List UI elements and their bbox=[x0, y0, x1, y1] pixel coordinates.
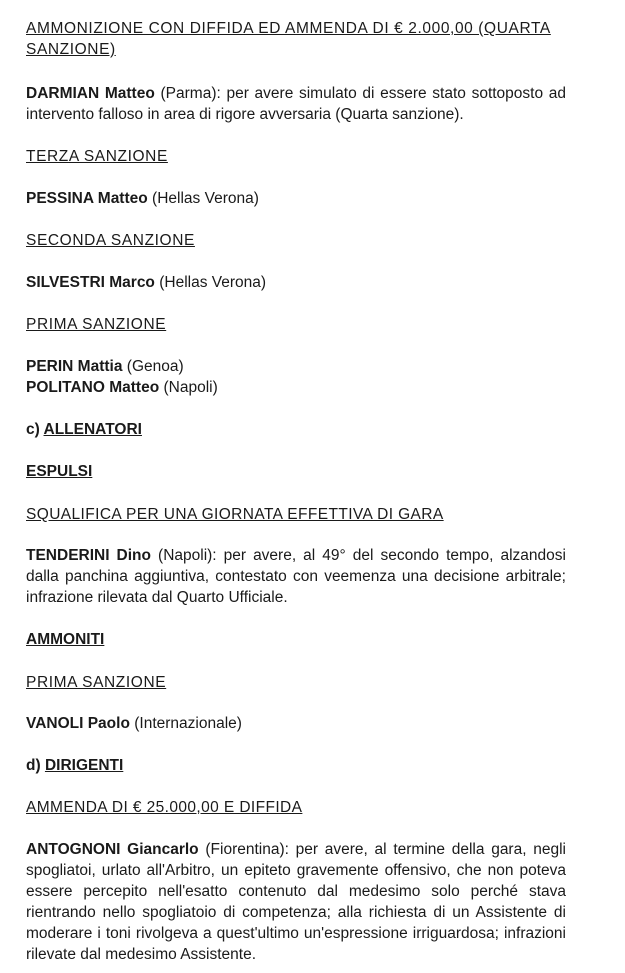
heading-terza-sanzione: TERZA SANZIONE bbox=[26, 148, 168, 165]
player-name: SILVESTRI Marco bbox=[26, 274, 155, 291]
player-name: PESSINA Matteo bbox=[26, 190, 148, 207]
entry-tenderini bbox=[26, 545, 566, 608]
club-name: (Hellas Verona) bbox=[152, 190, 259, 207]
entry-pessina bbox=[26, 188, 566, 209]
entry-perin bbox=[26, 356, 566, 377]
section-prefix: c) bbox=[26, 421, 44, 438]
entry-text: : per avere, al 49° del secondo tempo, alzandosi dalla panchina aggiuntiva, contestato con veemenza una decisione arbitrale; infrazione rilevata dal Quarto Ufficiale. bbox=[26, 547, 566, 606]
entry-text: : per avere, al termine della gara, negli spogliatoi, urlato all'Arbitro, un epiteto gravemente offensivo, che non poteva essere percepito nell'esatto contenuto dal medesimo solo perché stava rientrando nello spogliatoio di competenza; alla richiesta di un Assistente di moderare i toni rivolgeva a quest'ultimo un'espressione irriguardosa; infrazioni rilevate dal medesimo Assistente. bbox=[26, 841, 566, 963]
club-name: (Genoa) bbox=[126, 358, 184, 375]
club-name: (Parma) bbox=[160, 85, 217, 102]
club-name: (Napoli) bbox=[163, 379, 218, 396]
entry-politano bbox=[26, 377, 566, 398]
heading-prima-sanzione: PRIMA SANZIONE bbox=[26, 316, 167, 333]
heading-ammoniti: AMMONITI bbox=[26, 631, 105, 648]
section-c-allenatori bbox=[26, 419, 566, 440]
club-name: (Hellas Verona) bbox=[159, 274, 267, 291]
section-prefix: d) bbox=[26, 757, 45, 774]
entry-text: : per avere simulato di essere stato sottoposto ad intervento falloso in area di rigore avversaria (Quarta sanzione). bbox=[26, 85, 567, 123]
heading-squalifica: SQUALIFICA PER UNA GIORNATA EFFETTIVA DI GARA bbox=[26, 506, 444, 523]
section-title: DIRIGENTI bbox=[44, 757, 124, 774]
coach-name: VANOLI Paolo bbox=[26, 715, 130, 732]
heading-prima-sanzione-2: PRIMA SANZIONE bbox=[26, 674, 167, 691]
entry-antognoni bbox=[26, 839, 566, 965]
club-name: (Internazionale) bbox=[134, 715, 242, 732]
coach-name: TENDERINI Dino bbox=[26, 547, 151, 564]
heading-espulsi: ESPULSI bbox=[26, 463, 93, 480]
section-d-dirigenti bbox=[26, 755, 566, 776]
club-name: (Fiorentina) bbox=[205, 841, 285, 858]
entry-vanoli bbox=[26, 713, 566, 734]
heading-quarta-sanzione: AMMONIZIONE CON DIFFIDA ED AMMENDA DI € 2.000,00 (QUARTA SANZIONE) bbox=[26, 20, 551, 58]
player-name: POLITANO Matteo bbox=[26, 379, 160, 396]
entry-darmian bbox=[26, 83, 566, 125]
player-name: PERIN Mattia bbox=[26, 358, 123, 375]
official-name: ANTOGNONI Giancarlo bbox=[26, 841, 199, 858]
heading-seconda-sanzione: SECONDA SANZIONE bbox=[26, 232, 195, 249]
player-name: DARMIAN Matteo bbox=[26, 85, 155, 102]
heading-ammenda: AMMENDA DI € 25.000,00 E DIFFIDA bbox=[26, 799, 303, 816]
club-name: (Napoli) bbox=[158, 547, 213, 564]
section-title: ALLENATORI bbox=[43, 421, 142, 438]
entry-silvestri bbox=[26, 272, 566, 293]
